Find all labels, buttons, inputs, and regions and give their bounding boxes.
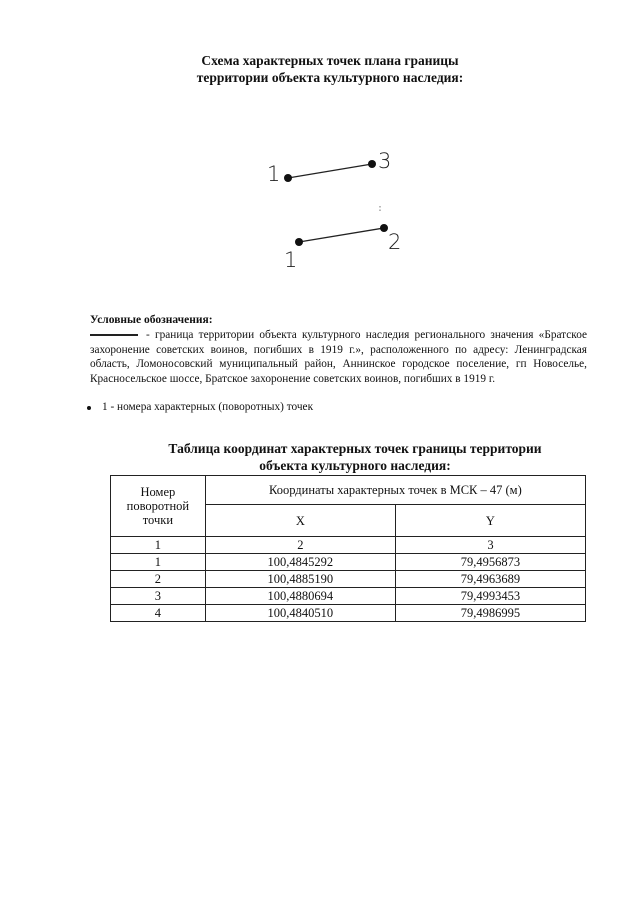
scheme-point-label: 3	[378, 149, 392, 173]
point-number-cell: 3	[111, 588, 206, 605]
table-cell: 1	[111, 537, 206, 554]
table-row	[111, 588, 586, 605]
table-title	[120, 440, 590, 474]
table-row	[111, 571, 586, 588]
coordinates-table	[110, 475, 586, 622]
legend-boundary-description: - граница территории объекта культурного наследия регионального значения «Братское захоронение советских воинов, погибших в 1919 г.», расположенного по адресу: Ленинградская область, Ломоносовский муниципальный район, Аннинское городское поселение, гп Новоселье, Красносельское шоссе, Братское захоронение советских воинов, погибших в 1919 г.	[90, 329, 587, 385]
scheme-point-marker	[380, 224, 388, 232]
scheme-point-marker	[295, 238, 303, 246]
legend-point-description: 1 - номера характерных (поворотных) точек	[102, 401, 314, 413]
header-point-number-line: поворотной	[126, 499, 190, 513]
scheme-point-marker	[284, 174, 292, 182]
scheme-boundary-line-lower	[299, 228, 384, 242]
scheme-title-line-1: Схема характерных точек плана границы	[201, 53, 459, 68]
y-coordinate-cell: 79,4963689	[395, 571, 585, 588]
legend-title: Условные обозначения:	[90, 314, 213, 326]
x-coordinate-cell: 100,4880694	[205, 588, 395, 605]
scheme-boundary-line-upper	[288, 164, 372, 178]
header-y: Y	[395, 505, 585, 537]
y-coordinate-cell: 79,4986995	[395, 605, 585, 622]
table-row	[111, 605, 586, 622]
scheme-title-line-2: территории объекта культурного наследия:	[196, 70, 464, 85]
scheme-title	[150, 52, 510, 86]
x-coordinate-cell: 100,4885190	[205, 571, 395, 588]
table-row	[111, 554, 586, 571]
scheme-point-label: 2	[388, 230, 402, 254]
point-number-cell: 2	[111, 571, 206, 588]
header-coordinates: Координаты характерных точек в МСК – 47 (м)	[205, 476, 585, 505]
boundary-scheme	[240, 135, 430, 280]
y-coordinate-cell: 79,4956873	[395, 554, 585, 571]
header-x: X	[205, 505, 395, 537]
header-point-number	[111, 476, 206, 537]
table-title-line-2: объекта культурного наследия:	[259, 458, 451, 473]
point-number-cell: 1	[111, 554, 206, 571]
table-numbering-row	[111, 537, 586, 554]
y-coordinate-cell: 79,4993453	[395, 588, 585, 605]
x-coordinate-cell: 100,4840510	[205, 605, 395, 622]
scheme-point-label: 1	[284, 248, 298, 272]
scheme-point-marker	[368, 160, 376, 168]
table-title-line-1: Таблица координат характерных точек границы территории	[168, 441, 542, 456]
table-cell: 2	[205, 537, 395, 554]
header-point-number-line: Номер	[140, 485, 176, 499]
point-number-cell: 4	[111, 605, 206, 622]
x-coordinate-cell: 100,4845292	[205, 554, 395, 571]
table-header-row	[111, 476, 586, 505]
header-point-number-line: точки	[142, 513, 174, 527]
legend-point-symbol	[87, 406, 91, 410]
scheme-point-label: 1	[267, 162, 281, 186]
table-cell: 3	[395, 537, 585, 554]
